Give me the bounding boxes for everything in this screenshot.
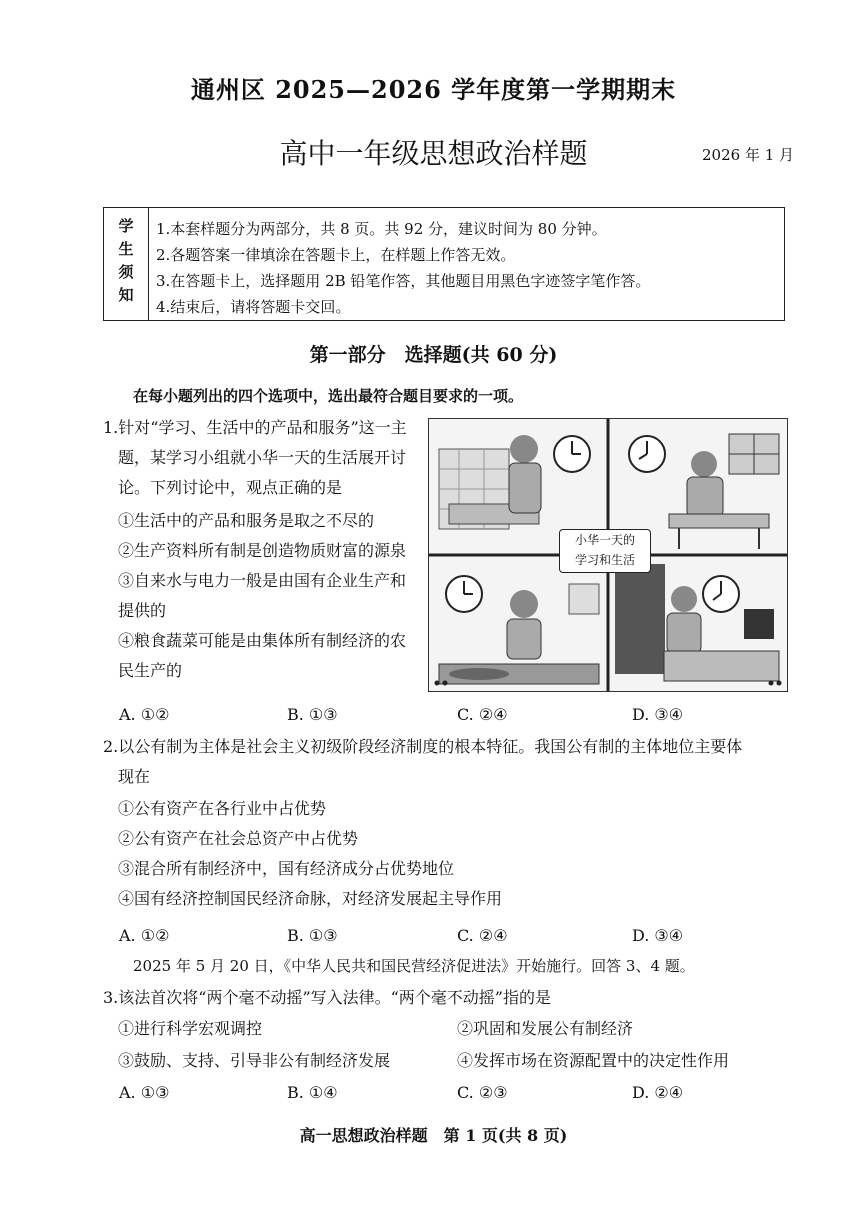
notice-item-3: 3.在答题卡上，选择题用 2B 铅笔作答，其他题目用黑色字迹签字笔作答。 (156, 272, 651, 290)
question-3-stem: 3.该法首次将“两个毫不动摇”写入法律。“两个毫不动摇”指的是 (103, 988, 551, 1007)
part1-instruction: 在每小题列出的四个选项中，选出最符合题目要求的一项。 (133, 387, 524, 405)
q2-statement-3: ③混合所有制经济中，国有经济成分占优势地位 (118, 859, 455, 878)
exam-title-line1: 通州区 2025—2026 学年度第一学期期末 (190, 75, 677, 104)
q1-stem-line-3: 论。下列讨论中，观点正确的是 (118, 478, 343, 497)
q1-statement-1: ①生活中的产品和服务是取之不尽的 (118, 511, 375, 530)
exam-title-line2: 高中一年级思想政治样题 (279, 137, 588, 170)
q3-option-d[interactable]: D. ②④ (632, 1083, 684, 1102)
notice-items (156, 216, 650, 320)
q2-option-d[interactable]: D. ③④ (632, 926, 684, 945)
question-2-stem (103, 732, 742, 792)
q2-stem-line-2: 现在 (118, 767, 151, 786)
q1-statement-2: ②生产资料所有制是创造物质财富的源泉 (118, 541, 407, 560)
q3-option-a[interactable]: A. ①③ (119, 1083, 170, 1102)
student-notice-box (103, 207, 785, 321)
q1-option-b[interactable]: B. ①③ (287, 705, 338, 724)
q1-option-c[interactable]: C. ②④ (457, 705, 508, 724)
q3-option-c[interactable]: C. ②③ (457, 1083, 508, 1102)
q1-option-d[interactable]: D. ③④ (632, 705, 684, 724)
caption-line-1: 小华一天的 (574, 533, 635, 547)
question-1-stem (103, 413, 407, 503)
q1-statement-4-cont: 民生产的 (118, 661, 183, 680)
q1-statement-3: ③自来水与电力一般是由国有企业生产和 (118, 571, 407, 590)
q3-statement-2: ②巩固和发展公有制经济 (457, 1019, 634, 1038)
notice-label: 学生须知 (104, 208, 149, 320)
q2-option-c[interactable]: C. ②④ (457, 926, 508, 945)
q3-statement-1: ①进行科学宏观调控 (118, 1019, 263, 1038)
page-footer: 高一思想政治样题 第 1 页(共 8 页) (299, 1126, 568, 1145)
material-text: 2025 年 5 月 20 日，《中华人民共和国民营经济促进法》开始施行。回答 3、4 题。 (133, 957, 695, 975)
q2-statement-1: ①公有资产在各行业中占优势 (118, 799, 327, 818)
question-1-statements (118, 506, 406, 686)
q2-stem-line-1: 2.以公有制为主体是社会主义初级阶段经济制度的根本特征。我国公有制的主体地位主要体 (103, 737, 743, 756)
part1-title: 第一部分 选择题(共 60 分) (309, 344, 558, 366)
illustration-caption (559, 529, 651, 573)
notice-item-1: 1.本套样题分为两部分，共 8 页。共 92 分，建议时间为 80 分钟。 (156, 220, 607, 238)
question-2-statements (118, 794, 502, 914)
notice-item-2: 2.各题答案一律填涂在答题卡上，在样题上作答无效。 (156, 246, 516, 264)
q3-option-b[interactable]: B. ①④ (287, 1083, 338, 1102)
q1-option-a[interactable]: A. ①② (119, 705, 170, 724)
notice-item-4: 4.结束后，请将答题卡交回。 (156, 298, 351, 316)
exam-date: 2026 年 1 月 (702, 146, 795, 164)
caption-line-2: 学习和生活 (574, 553, 635, 567)
q1-stem-line-1: 1.针对“学习、生活中的产品和服务”这一主 (103, 418, 407, 437)
q2-statement-4: ④国有经济控制国民经济命脉，对经济发展起主导作用 (118, 889, 503, 908)
q1-illustration (428, 418, 788, 692)
q1-statement-4: ④粮食蔬菜可能是由集体所有制经济的农 (118, 631, 407, 650)
q3-statement-4: ④发挥市场在资源配置中的决定性作用 (457, 1051, 730, 1070)
q2-statement-2: ②公有资产在社会总资产中占优势 (118, 829, 359, 848)
q1-stem-line-2: 题，某学习小组就小华一天的生活展开讨 (118, 448, 407, 467)
q1-statement-3-cont: 提供的 (118, 601, 167, 620)
q2-option-b[interactable]: B. ①③ (287, 926, 338, 945)
q3-statement-3: ③鼓励、支持、引导非公有制经济发展 (118, 1051, 391, 1070)
q2-option-a[interactable]: A. ①② (119, 926, 170, 945)
